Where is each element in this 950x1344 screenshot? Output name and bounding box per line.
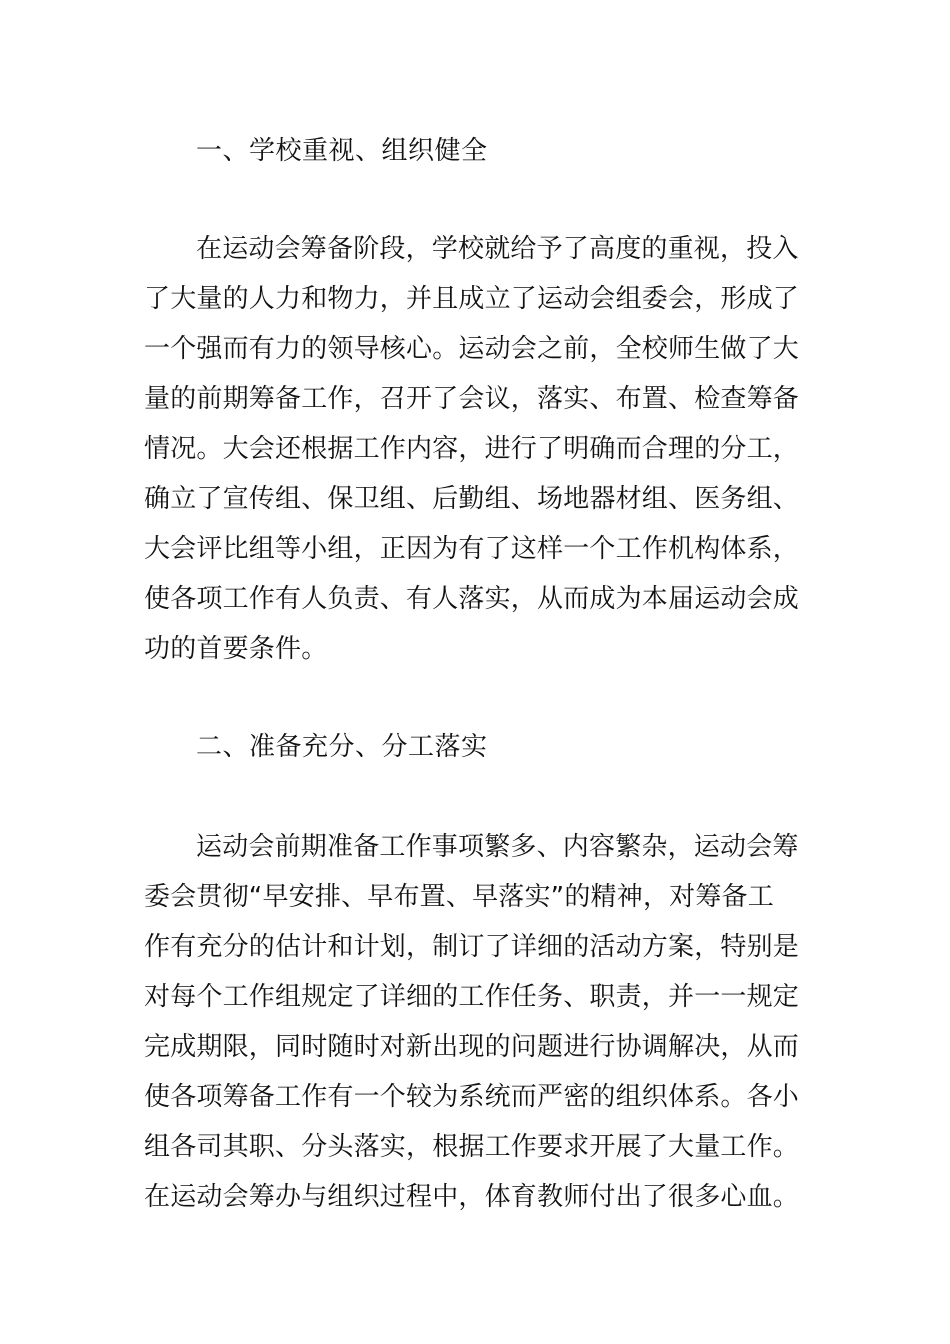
section-paragraph-1 [144, 224, 808, 674]
paragraph-line: 功的首要条件。 [144, 634, 328, 664]
paragraph-line: 一个强而有力的领导核心。运动会之前，全校师生做了大 [144, 334, 800, 364]
paragraph-line: 在运动会筹备阶段，学校就给予了高度的重视，投入 [196, 234, 799, 264]
paragraph-line: 量的前期筹备工作，召开了会议，落实、布置、检查筹备 [144, 384, 800, 414]
section-heading-2: 二、准备充分、分工落实 [196, 732, 488, 762]
paragraph-line: 大会评比组等小组，正因为有了这样一个工作机构体系， [144, 534, 800, 564]
paragraph-line: 运动会前期准备工作事项繁多、内容繁杂，运动会筹 [196, 832, 799, 862]
paragraph-line: 使各项筹备工作有一个较为系统而严密的组织体系。各小 [144, 1082, 800, 1112]
paragraph-line: 作有充分的估计和计划，制订了详细的活动方案，特别是 [144, 932, 800, 962]
paragraph-line: 了大量的人力和物力，并且成立了运动会组委会，形成了 [144, 284, 800, 314]
paragraph-line: 对每个工作组规定了详细的工作任务、职责，并一一规定 [144, 982, 800, 1012]
paragraph-line: 在运动会筹办与组织过程中，体育教师付出了很多心血。 [144, 1182, 800, 1212]
paragraph-line: 情况。大会还根据工作内容，进行了明确而合理的分工， [144, 434, 800, 464]
paragraph-line: 确立了宣传组、保卫组、后勤组、场地器材组、医务组、 [144, 484, 800, 514]
paragraph-line: 委会贯彻“早安排、早布置、早落实”的精神，对筹备工 [144, 882, 774, 912]
section-paragraph-2 [144, 822, 808, 1222]
paragraph-line: 完成期限，同时随时对新出现的问题进行协调解决，从而 [144, 1032, 800, 1062]
section-heading-1: 一、学校重视、组织健全 [196, 136, 488, 166]
paragraph-line: 使各项工作有人负责、有人落实，从而成为本届运动会成 [144, 584, 800, 614]
paragraph-line: 组各司其职、分头落实，根据工作要求开展了大量工作。 [144, 1132, 800, 1162]
